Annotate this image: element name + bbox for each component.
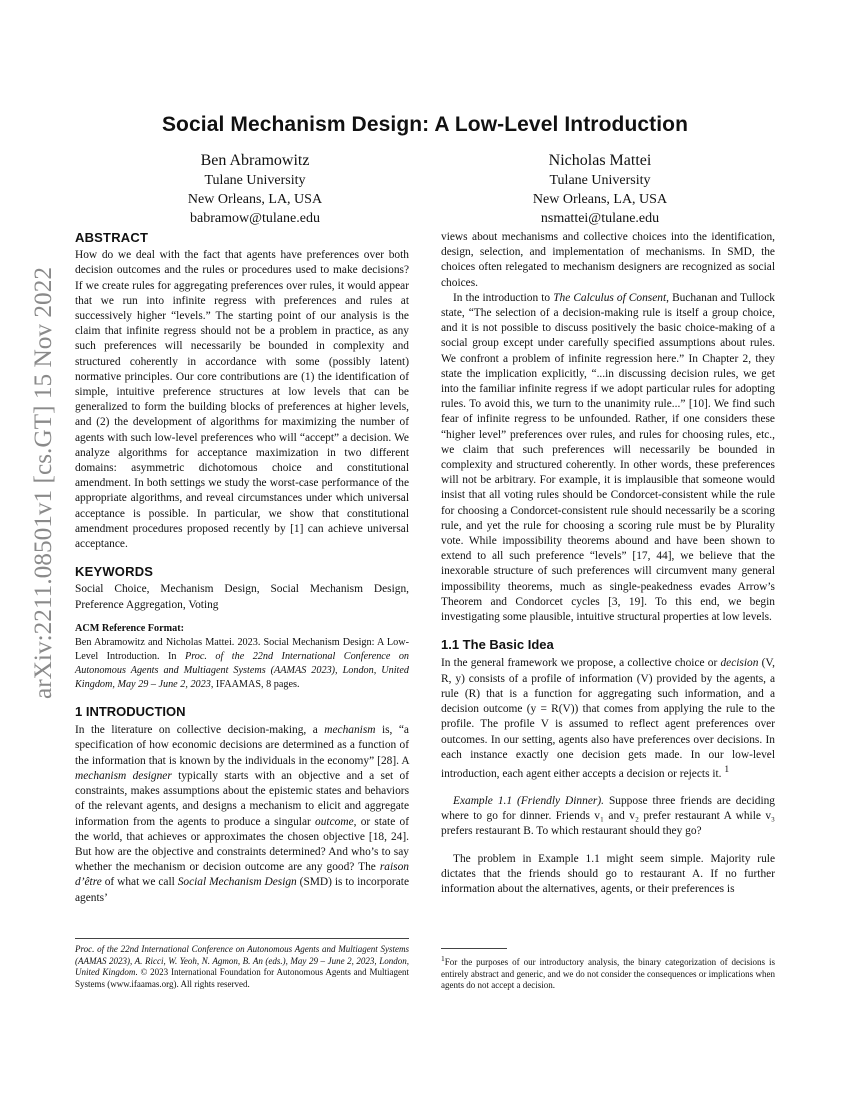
footnote-1 (441, 948, 775, 992)
introduction-paragraph: In the literature on collective decision-making, a mechanism is, “a specification of how economic decisions are determined as a function of the information that is known by the individuals in the economy” [28]. A mechanism designer typically starts with an objective and a set of constraints, makes assumptions about the epistemic states and behaviors of the relevant agents, and designs a mechanism to elicit and aggregate information from the agents to produce a singular outcome, or state of the world, that achieves or approximates the chosen objective [18, 24]. But how are the objective and constraints determined? And who’s to say whether the mechanism or decision outcome are any good? The raison d’être of what we call Social Mechanism Design (SMD) is to incorporate agents’ (75, 724, 410, 904)
arxiv-stamp-text: arXiv:2211.08501v1 [cs.GT] 15 Nov 2022 (30, 272, 57, 699)
footnote-marker: 1 (724, 764, 730, 775)
author-name: Ben Abramowitz (200, 152, 310, 169)
left-column (75, 230, 409, 906)
paragraph-continued: views about mechanisms and collective choices into the identification, design, selection, and implementation of mechanisms. In SMD, the choices often relegated to mechanism designers are recognized as social choices. (441, 231, 775, 289)
author-affiliation: Tulane University (204, 173, 306, 188)
footnote-rule (441, 948, 507, 949)
right-column (441, 230, 775, 897)
author-block-2 (450, 150, 750, 228)
author-location: New Orleans, LA, USA (532, 192, 668, 207)
acm-reference-label: ACM Reference Format: (75, 622, 184, 634)
abstract-heading: ABSTRACT (75, 230, 149, 245)
paper-title: Social Mechanism Design: A Low-Level Introduction (161, 113, 689, 136)
author-block-1 (105, 150, 405, 228)
arxiv-stamp (20, 262, 60, 702)
paragraph-calculus-of-consent: In the introduction to The Calculus of Consent, Buchanan and Tullock state, “The selection of a decision-making rule is itself a group choice, and it is not possible to discuss positively the basic choice-making of a social group except under carefully specified assumptions about rules. We confront a problem of infinite regression here.” In Chapter 2, they state the implication explicitly, “...in discussing decision rules, we get into the familiar infinite regress if we adopt particular rules for adopting rules. To avoid this, we turn to the unanimity rule...” [10]. We find such fear of infinite regress to be unfounded. Rather, if one considers these “higher level” preferences over rules, and rules for choosing rules, etc., we claim that such preferences will necessarily be bounded in complexity and structured coherently. In other words, these preferences will not be arbitrary. For example, it is implausible that someone would insist that all voting rules should be Condorcet-consistent while the rule for choosing a Condorcet-consistent rule should necessarily be a scoring rule, and yet the rule for choosing a scoring rule must be by Plurality vote. While impossibility theorems abound and have been shown to extend to all such preference “levels” [17, 44], we believe that the inexorable structure of such preferences will circumvent many general impossibility theorems, much as single-peakedness evades Arrow’s Theorem and Condorcet cycles [3, 19]. To this end, we begin investigating some plausible, intuitive structural properties at low levels. (441, 291, 775, 624)
footnote-text: For the purposes of our introductory analysis, the binary categorization of decisions is entirely abstract and generic, and we do not consider the consequences or implications when agents do not accept a decision. (441, 957, 775, 990)
keywords-heading: KEYWORDS (75, 564, 154, 580)
author-location: New Orleans, LA, USA (187, 192, 323, 207)
subsection-heading-basic-idea: 1.1 The Basic Idea (441, 637, 554, 653)
acm-reference-text: Ben Abramowitz and Nicholas Mattei. 2023. Social Mechanism Design: A Low-Level Introduction. In Proc. of the 22nd International Conference on Autonomous Agents and Multiagent Systems (AAMAS 2023), London, United Kingdom, May 29 – June 2, 2023, IFAAMAS, 8 pages. (75, 637, 410, 691)
author-name: Nicholas Mattei (548, 152, 652, 169)
author-email: nsmattei@tulane.edu (540, 211, 660, 226)
author-email: babramow@tulane.edu (190, 211, 320, 226)
example-1-1: Example 1.1 (Friendly Dinner). Suppose three friends are deciding where to go for dinner. Friends v₁ and v₂ prefer restaurant A while v₃ prefers restaurant B. To which restaurant should they go? (441, 794, 775, 838)
footnote-mark: 1 (441, 954, 445, 963)
paragraph-basic-idea: In the general framework we propose, a collective choice or decision (V, R, y) consists of a profile of information (V) provided by the agents, a rule (R) that is a function for aggregating such information, and a decision outcome (y = R(V)) that comes from applying the rule to the profile. The profile V is assumed to reflect agent preferences over outcomes. In our setting, agents also have preferences over decisions. In each instance exactly one decision gets made. In our low-level introduction, each agent either accepts a decision or rejects it. $^1$ (441, 657, 775, 780)
keywords-text: Social Choice, Mechanism Design, Social Mechanism Design, Preference Aggregation, Voting (75, 583, 409, 611)
conference-footnote: Proc. of the 22nd International Conference on Autonomous Agents and Multiagent Systems (AAMAS 2023), A. Ricci, W. Yeoh, N. Agmon, B. An (eds.), May 29 – June 2, 2023, London, United Kingdom. © 2023 International Foundation for Autonomous Agents and Multiagent Systems (www.ifaamas.org). All rights reserved. (75, 938, 409, 990)
abstract-text: How do we deal with the fact that agents have preferences over both decision outcomes and the rules or procedures used to make decisions? If we create rules for aggregating preferences over rules, it would appear that we run into infinite regress with preferences and rules at successively higher “levels.” The starting point of our analysis is the claim that infinite regress should not be a problem in practice, as any such preferences will necessarily be bounded in complexity and structured coherently in accordance with some (possibly latent) normative principles. Our core contributions are (1) the identification of simple, intuitive preference structures at low levels that can be generalized to form the building blocks of preferences at higher levels, and (2) the development of algorithms for maximizing the number of agents with such low-level preferences who will “accept” a decision. We analyze algorithms for acceptance maximization in two different domains: asymmetric dichotomous choice and constitutional amendment. In both settings we study the worst-case performance of the appropriate algorithms, and reveal circumstances under which universal acceptance is possible. In particular, we show that constitutional amendment procedures proposed recently by [1] can achieve universal acceptance. (75, 249, 409, 551)
paragraph-majority-rule: The problem in Example 1.1 might seem simple. Majority rule dictates that the friends should go to restaurant A. If no further information about the alternatives, agents, or their preferences is (441, 852, 775, 895)
author-affiliation: Tulane University (549, 173, 651, 188)
example-label: Example 1.1 (Friendly Dinner). (453, 794, 604, 807)
introduction-heading: 1 INTRODUCTION (75, 704, 186, 720)
